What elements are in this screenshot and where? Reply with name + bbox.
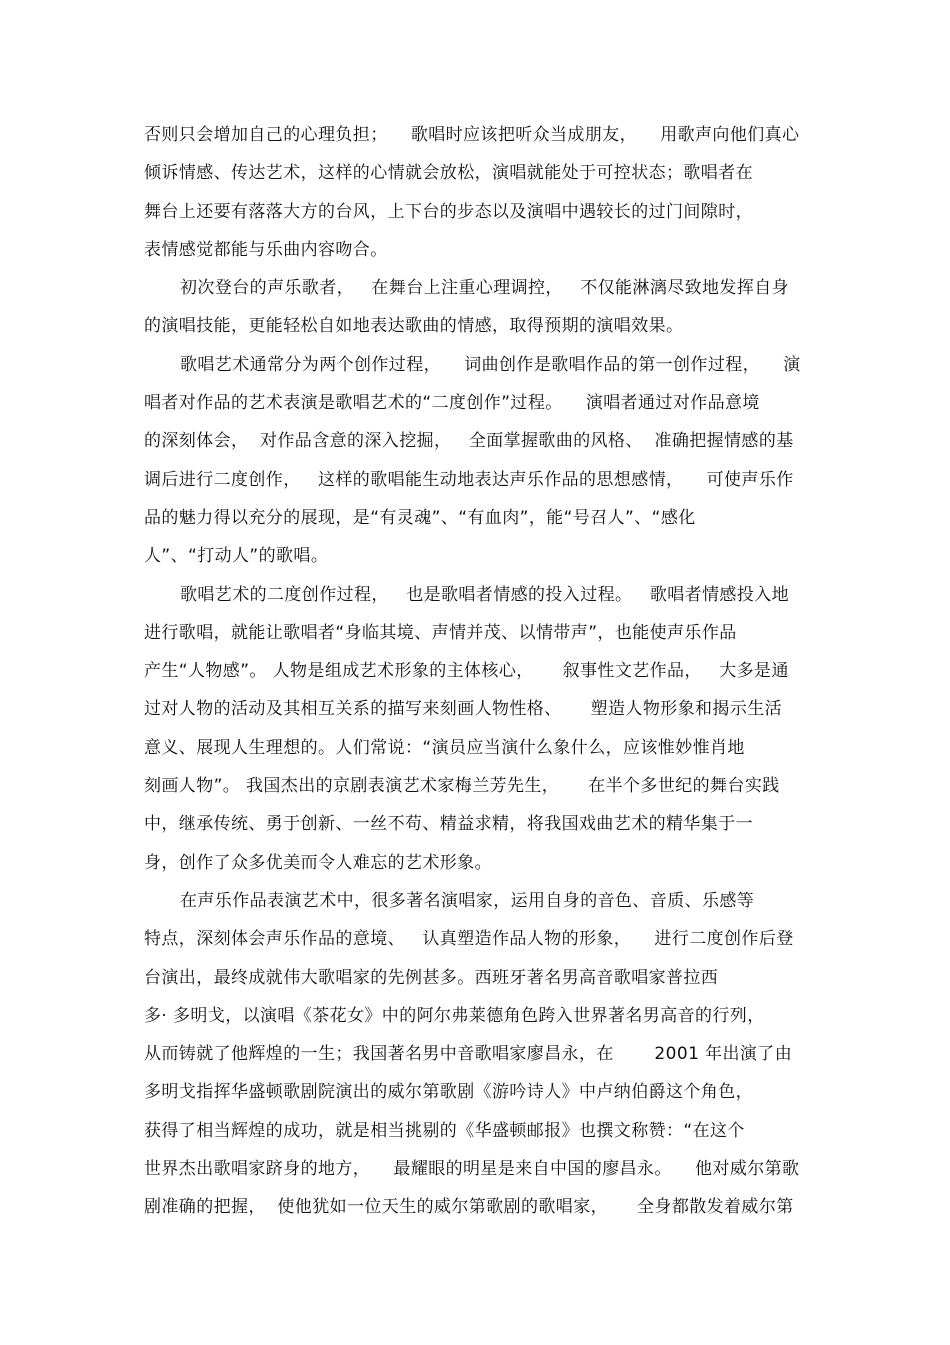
text-line: 表情感觉都能与乐曲内容吻合。 (144, 239, 388, 260)
text-line: 获得了相当辉煌的成功，就是相当挑剔的《华盛顿邮报》也撰文称赞：“在这个 (144, 1120, 745, 1141)
text-line: 多· 多明戈，以演唱《茶花女》中的阿尔弗莱德角色跨入世界著名男高音的行列， (144, 1005, 765, 1026)
text-line: 否则只会增加自己的心理负担； 歌唱时应该把听众当成朋友， 用歌声向他们真心 (144, 125, 800, 145)
text-line: 的演唱技能，更能轻松自如地表达歌曲的情感，取得预期的演唱效果。 (144, 316, 684, 337)
text-line: 剧准确的把握， 使他犹如一位天生的威尔第歌剧的歌唱家， 全身都散发着威尔第 (144, 1197, 794, 1218)
text-line: 身，创作了众多优美而令人难忘的艺术形象。 (144, 852, 492, 873)
text-line: 中，继承传统、勇于创新、一丝不苟、精益求精，将我国戏曲艺术的精华集于一 (144, 814, 753, 835)
text-line: 多明戈指挥华盛顿歌剧院演出的威尔第歌剧《游吟诗人》中卢纳伯爵这个角色， (144, 1082, 753, 1103)
text-line: 进行歌唱，就能让歌唱者“身临其境、声情并茂、以情带声”，也能使声乐作品 (144, 622, 737, 643)
text-line: 人”、“打动人”的歌唱。 (144, 546, 329, 567)
text-line: 过对人物的活动及其相互关系的描写来刻画人物性格、 塑造人物形象和揭示生活 (144, 699, 783, 720)
text-line: 倾诉情感、传达艺术，这样的心情就会放松，演唱就能处于可控状态；歌唱者在 (144, 163, 753, 184)
text-line: 的深刻体会， 对作品含意的深入挖掘， 全面掌握歌曲的风格、 准确把握情感的基 (144, 431, 794, 452)
text-line: 从而铸就了他辉煌的一生；我国著名男中音歌唱家廖昌永，在 2001 年出演了由 (144, 1044, 793, 1065)
text-line: 产生“人物感”。 人物是组成艺术形象的主体核心， 叙事性文艺作品， 大多是通 (144, 661, 789, 682)
text-line: 世界杰出歌唱家跻身的地方， 最耀眼的明星是来自中国的廖昌永。 他对威尔第歌 (144, 1159, 800, 1180)
text-line: 在声乐作品表演艺术中，很多著名演唱家，运用自身的音色、音质、乐感等 (180, 890, 755, 911)
text-line: 特点，深刻体会声乐作品的意境、 认真塑造作品人物的形象， 进行二度创作后登 (144, 929, 794, 950)
text-line: 歌唱艺术的二度创作过程， 也是歌唱者情感的投入过程。 歌唱者情感投入地 (180, 584, 790, 605)
body-text (144, 116, 814, 1227)
text-line: 唱者对作品的艺术表演是歌唱艺术的“二度创作”过程。 演唱者通过对作品意境 (144, 393, 760, 414)
text-line: 舞台上还要有落落大方的台风，上下台的步态以及演唱中遇较长的过门间隙时， (144, 201, 753, 222)
text-line: 意义、展现人生理想的。人们常说：“演员应当演什么象什么，应该惟妙惟肖地 (144, 737, 745, 758)
text-line: 调后进行二度创作， 这样的歌唱能生动地表达声乐作品的思想感情， 可使声乐作 (144, 469, 794, 490)
text-line: 刻画人物”。 我国杰出的京剧表演艺术家梅兰芳先生， 在半个多世纪的舞台实践 (144, 776, 780, 797)
text-line: 品的魅力得以充分的展现，是“有灵魂”、“有血肉”，能“号召人”、“感化 (144, 507, 696, 528)
text-line: 歌唱艺术通常分为两个创作过程， 词曲创作是歌唱作品的第一创作过程， 演 (180, 354, 801, 375)
text-line: 台演出，最终成就伟大歌唱家的先例甚多。西班牙著名男高音歌唱家普拉西 (144, 967, 719, 988)
text-line: 初次登台的声乐歌者， 在舞台上注重心理调控， 不仅能淋漓尽致地发挥自身 (180, 278, 790, 299)
